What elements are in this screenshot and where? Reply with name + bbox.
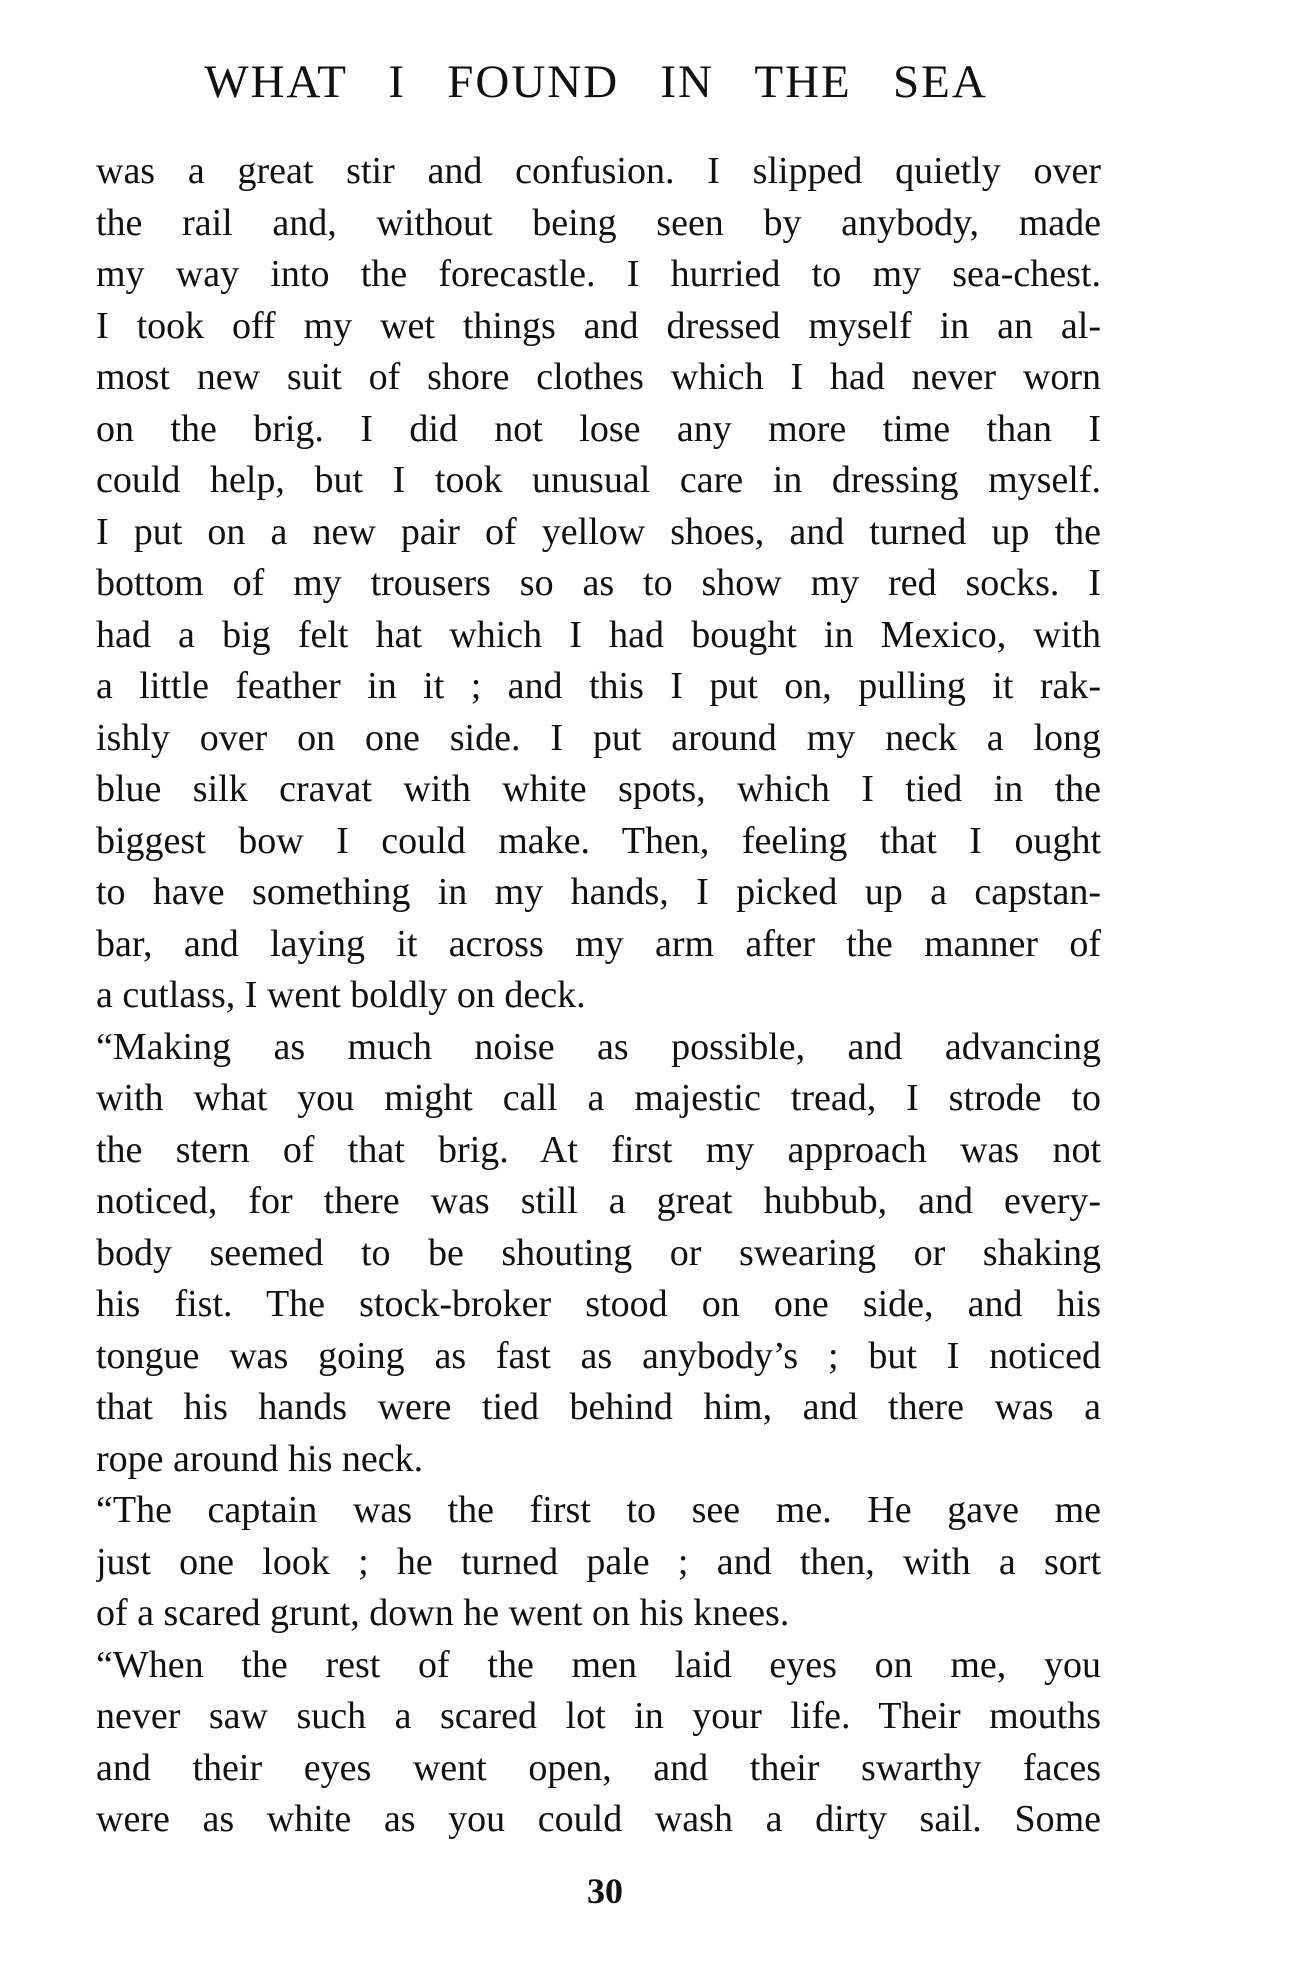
text-line: to have something in my hands, I picked up a capstan- [96, 871, 1101, 913]
text-line: a little feather in it ; and this I put on, pulling it rak- [96, 665, 1101, 707]
text-line: with what you might call a majestic tread, I strode to [96, 1077, 1101, 1119]
text-line: of a scared grunt, down he went on his knees. [96, 1592, 790, 1634]
text-line: the rail and, without being seen by anybody, made [96, 201, 1101, 244]
text-line: bar, and laying it across my arm after the manner of [96, 922, 1101, 965]
text-line: were as white as you could wash a dirty sail. Some [96, 1798, 1101, 1840]
running-head: WHAT I FOUND IN THE SEA [204, 56, 988, 108]
text-line: the stern of that brig. At first my approach was not [96, 1128, 1101, 1171]
text-line: a cutlass, I went boldly on deck. [96, 974, 586, 1016]
text-line: his fist. The stock-broker stood on one side, and his [96, 1283, 1101, 1325]
text-line: that his hands were tied behind him, and there was a [96, 1386, 1101, 1428]
text-line: noticed, for there was still a great hubbub, and every- [96, 1180, 1101, 1222]
text-line: my way into the forecastle. I hurried to my sea-chest. [96, 253, 1101, 295]
text-line: body seemed to be shouting or swearing or shaking [96, 1231, 1101, 1274]
text-line: rope around his neck. [96, 1437, 424, 1480]
text-line: was a great stir and confusion. I slipped quietly over [96, 150, 1101, 192]
page-number: 30 [587, 1871, 623, 1911]
text-line: most new suit of shore clothes which I had never worn [96, 356, 1101, 398]
text-line: “When the rest of the men laid eyes on me, you [96, 1643, 1101, 1686]
text-line: had a big felt hat which I had bought in Mexico, with [96, 613, 1101, 656]
text-line: ishly over on one side. I put around my neck a long [96, 716, 1101, 759]
body-text [96, 146, 1101, 1846]
text-line: bottom of my trousers so as to show my red socks. I [96, 562, 1101, 604]
text-line: biggest bow I could make. Then, feeling that I ought [96, 819, 1101, 862]
text-line: I took off my wet things and dressed myself in an al- [96, 304, 1101, 347]
text-line: and their eyes went open, and their swarthy faces [96, 1746, 1101, 1789]
text-line: on the brig. I did not lose any more time than I [96, 407, 1101, 450]
text-line: could help, but I took unusual care in dressing myself. [96, 459, 1101, 501]
text-line: “The captain was the first to see me. He gave me [96, 1489, 1101, 1531]
text-line: I put on a new pair of yellow shoes, and turned up the [96, 510, 1101, 553]
text-line: “Making as much noise as possible, and advancing [96, 1025, 1101, 1068]
text-line: tongue was going as fast as anybody’s ; but I noticed [96, 1334, 1101, 1377]
text-line: just one look ; he turned pale ; and then, with a sort [96, 1540, 1101, 1583]
text-line: blue silk cravat with white spots, which I tied in the [96, 768, 1101, 810]
text-line: never saw such a scared lot in your life. Their mouths [96, 1695, 1101, 1737]
